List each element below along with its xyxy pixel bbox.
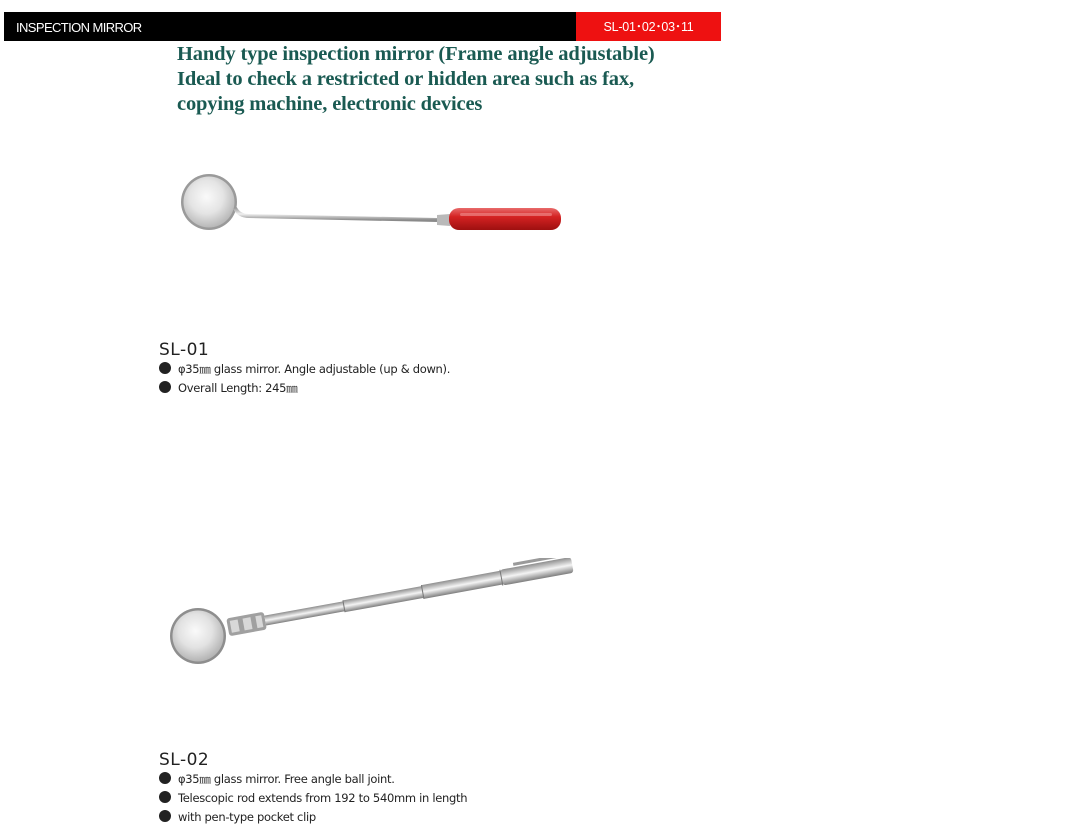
- feature-item: Telescopic rod extends from 192 to 540mm in length: [159, 789, 467, 808]
- feature-item: φ35㎜ glass mirror. Free angle ball joint.: [159, 770, 467, 789]
- product-sl-01: [159, 340, 450, 398]
- product-code: SL-02: [159, 750, 210, 770]
- headline-line-3: copying machine, electronic devices: [177, 93, 483, 115]
- headline-line-1: Handy type inspection mirror (Frame angle adjustable): [177, 43, 655, 65]
- bullet-icon: [159, 772, 171, 784]
- bullet-icon: [159, 362, 171, 374]
- bullet-icon: [159, 381, 171, 393]
- product-headline: [177, 42, 737, 117]
- bullet-icon: [159, 810, 171, 822]
- headline-line-2: Ideal to check a restricted or hidden area such as fax,: [177, 68, 634, 90]
- feature-item: Overall Length: 245㎜: [159, 379, 450, 398]
- inspection-mirror-red-handle-image: [175, 168, 575, 240]
- feature-item: with pen-type pocket clip: [159, 808, 467, 827]
- header-bar: [4, 12, 721, 41]
- feature-item: φ35㎜ glass mirror. Angle adjustable (up & down).: [159, 360, 450, 379]
- section-title: INSPECTION MIRROR: [16, 20, 142, 35]
- model-numbers-badge: SL-01･02･03･11: [576, 12, 721, 41]
- product-code: SL-01: [159, 340, 210, 360]
- product-sl-02: [159, 750, 467, 827]
- telescopic-inspection-mirror-image: [168, 558, 580, 670]
- bullet-icon: [159, 791, 171, 803]
